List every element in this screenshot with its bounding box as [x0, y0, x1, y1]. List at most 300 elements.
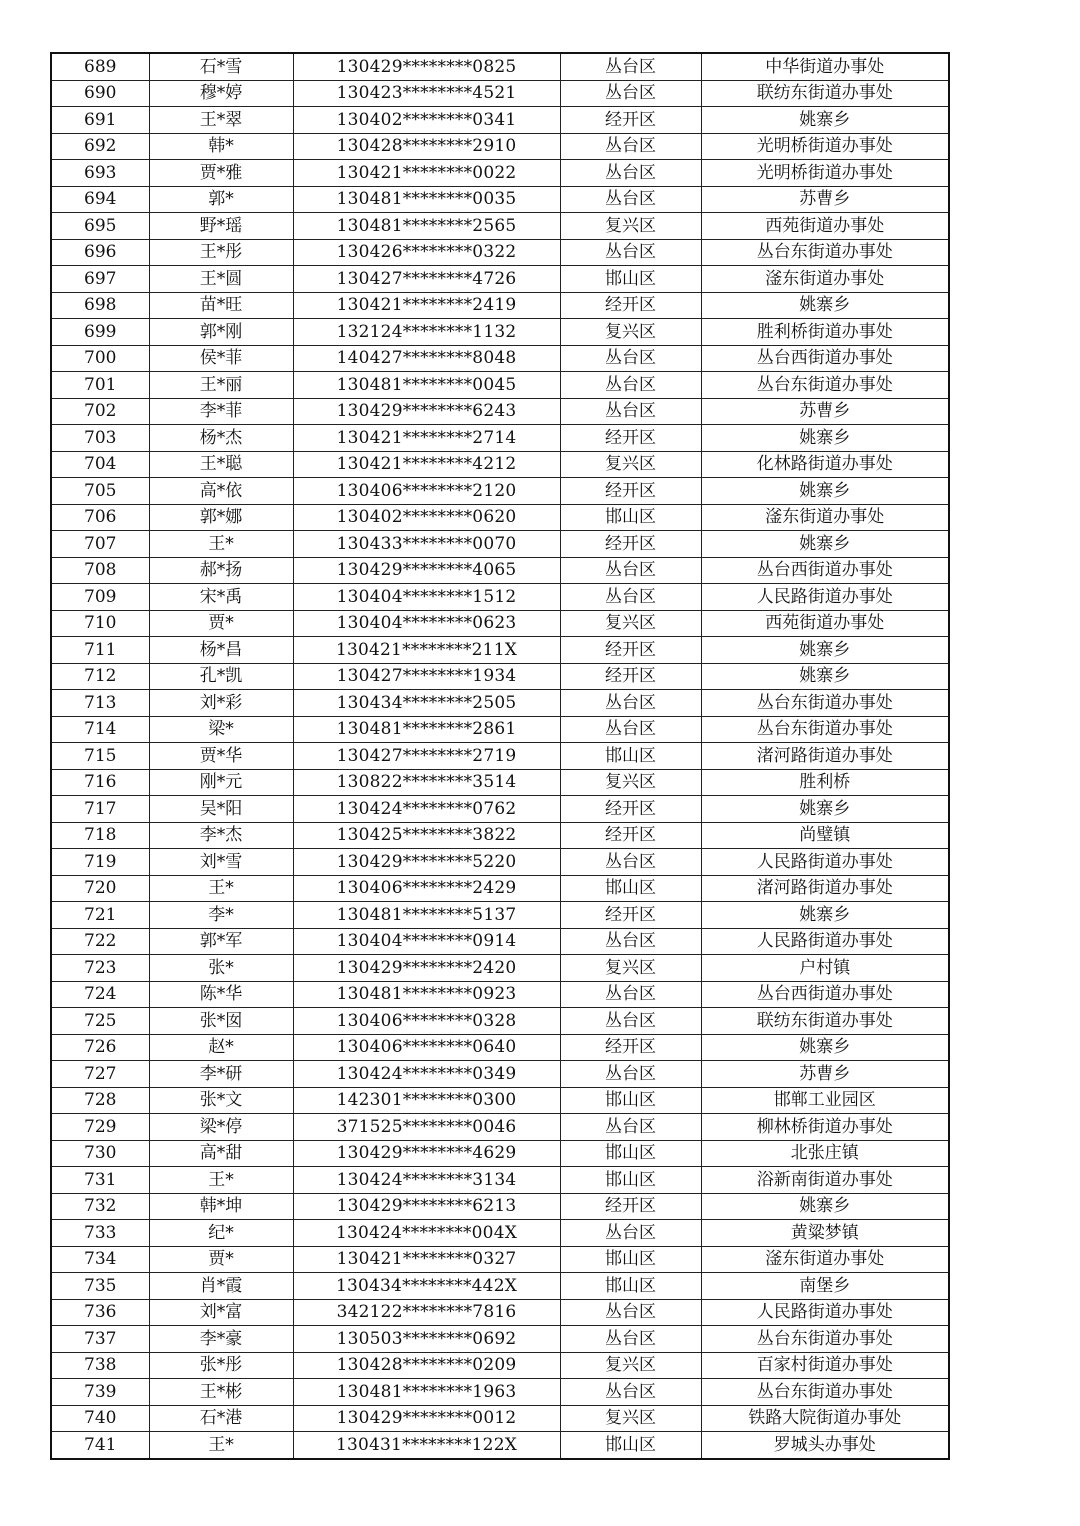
table-row [51, 716, 949, 743]
name-cell: 杨*昌 [149, 637, 293, 664]
office-cell: 丛台西街道办事处 [701, 557, 949, 584]
name-cell: 王*翠 [149, 107, 293, 134]
table-row [51, 1008, 949, 1035]
name-cell: 张* [149, 955, 293, 982]
id-number-cell: 130428********2910 [293, 133, 560, 160]
name-cell: 郭*军 [149, 928, 293, 955]
office-cell: 人民路街道办事处 [701, 1299, 949, 1326]
office-cell: 姚寨乡 [701, 478, 949, 505]
row-number-cell: 689 [51, 53, 149, 80]
name-cell: 侯*菲 [149, 345, 293, 372]
name-cell: 王* [149, 1167, 293, 1194]
row-number-cell: 738 [51, 1352, 149, 1379]
district-cell: 丛台区 [560, 80, 701, 107]
office-cell: 百家村街道办事处 [701, 1352, 949, 1379]
row-number-cell: 724 [51, 981, 149, 1008]
id-number-cell: 130406********2120 [293, 478, 560, 505]
district-cell: 丛台区 [560, 53, 701, 80]
name-cell: 梁*停 [149, 1114, 293, 1141]
id-number-cell: 130429********4629 [293, 1140, 560, 1167]
district-cell: 丛台区 [560, 133, 701, 160]
table-row [51, 1193, 949, 1220]
name-cell: 贾*华 [149, 743, 293, 770]
office-cell: 丛台西街道办事处 [701, 981, 949, 1008]
id-number-cell: 342122********7816 [293, 1299, 560, 1326]
district-cell: 复兴区 [560, 1352, 701, 1379]
roster-table [50, 52, 950, 1460]
office-cell: 化林路街道办事处 [701, 451, 949, 478]
district-cell: 经开区 [560, 796, 701, 823]
table-row [51, 1220, 949, 1247]
id-number-cell: 130406********0328 [293, 1008, 560, 1035]
row-number-cell: 723 [51, 955, 149, 982]
office-cell: 渚河路街道办事处 [701, 743, 949, 770]
table-row [51, 1061, 949, 1088]
table-row [51, 1167, 949, 1194]
district-cell: 复兴区 [560, 319, 701, 346]
row-number-cell: 726 [51, 1034, 149, 1061]
district-cell: 经开区 [560, 425, 701, 452]
id-number-cell: 130404********0914 [293, 928, 560, 955]
row-number-cell: 733 [51, 1220, 149, 1247]
name-cell: 王*丽 [149, 372, 293, 399]
district-cell: 丛台区 [560, 981, 701, 1008]
id-number-cell: 130481********0035 [293, 186, 560, 213]
table-row [51, 213, 949, 240]
id-number-cell: 130429********4065 [293, 557, 560, 584]
row-number-cell: 731 [51, 1167, 149, 1194]
office-cell: 胜利桥 [701, 769, 949, 796]
id-number-cell: 130434********2505 [293, 690, 560, 717]
table-row [51, 319, 949, 346]
district-cell: 丛台区 [560, 186, 701, 213]
row-number-cell: 706 [51, 504, 149, 531]
row-number-cell: 707 [51, 531, 149, 558]
district-cell: 经开区 [560, 1034, 701, 1061]
id-number-cell: 130423********4521 [293, 80, 560, 107]
row-number-cell: 702 [51, 398, 149, 425]
table-row [51, 425, 949, 452]
row-number-cell: 699 [51, 319, 149, 346]
district-cell: 邯山区 [560, 1087, 701, 1114]
id-number-cell: 130421********4212 [293, 451, 560, 478]
office-cell: 西苑街道办事处 [701, 610, 949, 637]
district-cell: 经开区 [560, 1193, 701, 1220]
id-number-cell: 130429********5220 [293, 849, 560, 876]
name-cell: 肖*霞 [149, 1273, 293, 1300]
table-row [51, 902, 949, 929]
office-cell: 尚璧镇 [701, 822, 949, 849]
id-number-cell: 130481********1963 [293, 1379, 560, 1406]
office-cell: 姚寨乡 [701, 107, 949, 134]
row-number-cell: 717 [51, 796, 149, 823]
district-cell: 复兴区 [560, 451, 701, 478]
table-row [51, 796, 949, 823]
id-number-cell: 130481********2861 [293, 716, 560, 743]
name-cell: 刘*雪 [149, 849, 293, 876]
name-cell: 李*研 [149, 1061, 293, 1088]
office-cell: 胜利桥街道办事处 [701, 319, 949, 346]
name-cell: 高*甜 [149, 1140, 293, 1167]
id-number-cell: 130425********3822 [293, 822, 560, 849]
row-number-cell: 709 [51, 584, 149, 611]
table-row [51, 478, 949, 505]
id-number-cell: 130402********0620 [293, 504, 560, 531]
office-cell: 丛台东街道办事处 [701, 716, 949, 743]
row-number-cell: 730 [51, 1140, 149, 1167]
name-cell: 宋*禹 [149, 584, 293, 611]
table-row [51, 637, 949, 664]
name-cell: 杨*杰 [149, 425, 293, 452]
name-cell: 韩* [149, 133, 293, 160]
table-row [51, 610, 949, 637]
row-number-cell: 705 [51, 478, 149, 505]
table-row [51, 107, 949, 134]
district-cell: 丛台区 [560, 1326, 701, 1353]
district-cell: 丛台区 [560, 1008, 701, 1035]
row-number-cell: 741 [51, 1432, 149, 1459]
id-number-cell: 130406********2429 [293, 875, 560, 902]
name-cell: 王*聪 [149, 451, 293, 478]
roster-sheet [50, 52, 948, 1460]
row-number-cell: 693 [51, 160, 149, 187]
table-row [51, 1273, 949, 1300]
district-cell: 经开区 [560, 478, 701, 505]
row-number-cell: 722 [51, 928, 149, 955]
table-row [51, 769, 949, 796]
id-number-cell: 130421********2419 [293, 292, 560, 319]
table-row [51, 875, 949, 902]
name-cell: 刘*彩 [149, 690, 293, 717]
id-number-cell: 130434********442X [293, 1273, 560, 1300]
id-number-cell: 130429********0825 [293, 53, 560, 80]
table-row [51, 53, 949, 80]
table-row [51, 1352, 949, 1379]
table-row [51, 584, 949, 611]
table-row [51, 292, 949, 319]
table-row [51, 1326, 949, 1353]
id-number-cell: 130421********0327 [293, 1246, 560, 1273]
table-row [51, 266, 949, 293]
office-cell: 光明桥街道办事处 [701, 133, 949, 160]
district-cell: 丛台区 [560, 345, 701, 372]
row-number-cell: 691 [51, 107, 149, 134]
office-cell: 丛台东街道办事处 [701, 239, 949, 266]
name-cell: 纪* [149, 1220, 293, 1247]
name-cell: 李*杰 [149, 822, 293, 849]
name-cell: 石*港 [149, 1405, 293, 1432]
id-number-cell: 130822********3514 [293, 769, 560, 796]
row-number-cell: 701 [51, 372, 149, 399]
office-cell: 西苑街道办事处 [701, 213, 949, 240]
id-number-cell: 130481********5137 [293, 902, 560, 929]
id-number-cell: 130428********0209 [293, 1352, 560, 1379]
id-number-cell: 130427********1934 [293, 663, 560, 690]
district-cell: 邯山区 [560, 1246, 701, 1273]
id-number-cell: 130404********1512 [293, 584, 560, 611]
table-row [51, 1432, 949, 1459]
row-number-cell: 690 [51, 80, 149, 107]
name-cell: 王*圆 [149, 266, 293, 293]
id-number-cell: 130433********0070 [293, 531, 560, 558]
table-row [51, 504, 949, 531]
office-cell: 丛台东街道办事处 [701, 690, 949, 717]
id-number-cell: 130421********0022 [293, 160, 560, 187]
name-cell: 王* [149, 531, 293, 558]
office-cell: 滏东街道办事处 [701, 266, 949, 293]
id-number-cell: 130431********122X [293, 1432, 560, 1459]
office-cell: 罗城头办事处 [701, 1432, 949, 1459]
table-row [51, 1299, 949, 1326]
district-cell: 丛台区 [560, 1299, 701, 1326]
row-number-cell: 695 [51, 213, 149, 240]
office-cell: 姚寨乡 [701, 1193, 949, 1220]
office-cell: 渚河路街道办事处 [701, 875, 949, 902]
district-cell: 邯山区 [560, 1140, 701, 1167]
id-number-cell: 140427********8048 [293, 345, 560, 372]
table-row [51, 743, 949, 770]
name-cell: 高*依 [149, 478, 293, 505]
office-cell: 苏曹乡 [701, 398, 949, 425]
district-cell: 丛台区 [560, 1220, 701, 1247]
district-cell: 丛台区 [560, 849, 701, 876]
table-row [51, 822, 949, 849]
id-number-cell: 130503********0692 [293, 1326, 560, 1353]
row-number-cell: 694 [51, 186, 149, 213]
name-cell: 吴*阳 [149, 796, 293, 823]
table-row [51, 160, 949, 187]
district-cell: 邯山区 [560, 743, 701, 770]
table-row [51, 372, 949, 399]
office-cell: 人民路街道办事处 [701, 849, 949, 876]
office-cell: 浴新南街道办事处 [701, 1167, 949, 1194]
district-cell: 丛台区 [560, 690, 701, 717]
district-cell: 丛台区 [560, 928, 701, 955]
district-cell: 复兴区 [560, 213, 701, 240]
id-number-cell: 130429********0012 [293, 1405, 560, 1432]
table-row [51, 345, 949, 372]
table-row [51, 1140, 949, 1167]
row-number-cell: 692 [51, 133, 149, 160]
table-row [51, 186, 949, 213]
row-number-cell: 704 [51, 451, 149, 478]
district-cell: 复兴区 [560, 769, 701, 796]
row-number-cell: 713 [51, 690, 149, 717]
table-row [51, 1405, 949, 1432]
name-cell: 苗*旺 [149, 292, 293, 319]
row-number-cell: 729 [51, 1114, 149, 1141]
name-cell: 穆*婷 [149, 80, 293, 107]
row-number-cell: 728 [51, 1087, 149, 1114]
id-number-cell: 130421********2714 [293, 425, 560, 452]
row-number-cell: 718 [51, 822, 149, 849]
table-row [51, 1114, 949, 1141]
id-number-cell: 130427********4726 [293, 266, 560, 293]
office-cell: 姚寨乡 [701, 637, 949, 664]
id-number-cell: 142301********0300 [293, 1087, 560, 1114]
name-cell: 王* [149, 875, 293, 902]
id-number-cell: 130402********0341 [293, 107, 560, 134]
row-number-cell: 700 [51, 345, 149, 372]
office-cell: 北张庄镇 [701, 1140, 949, 1167]
table-row [51, 1246, 949, 1273]
name-cell: 刘*富 [149, 1299, 293, 1326]
table-row [51, 1087, 949, 1114]
id-number-cell: 130406********0640 [293, 1034, 560, 1061]
name-cell: 赵* [149, 1034, 293, 1061]
name-cell: 贾* [149, 610, 293, 637]
id-number-cell: 130424********0762 [293, 796, 560, 823]
office-cell: 联纺东街道办事处 [701, 80, 949, 107]
district-cell: 丛台区 [560, 1061, 701, 1088]
district-cell: 丛台区 [560, 584, 701, 611]
table-row [51, 133, 949, 160]
office-cell: 姚寨乡 [701, 425, 949, 452]
district-cell: 复兴区 [560, 610, 701, 637]
district-cell: 邯山区 [560, 1273, 701, 1300]
office-cell: 姚寨乡 [701, 1034, 949, 1061]
row-number-cell: 720 [51, 875, 149, 902]
office-cell: 黄粱梦镇 [701, 1220, 949, 1247]
office-cell: 柳林桥街道办事处 [701, 1114, 949, 1141]
id-number-cell: 132124********1132 [293, 319, 560, 346]
table-row [51, 398, 949, 425]
district-cell: 经开区 [560, 531, 701, 558]
office-cell: 人民路街道办事处 [701, 928, 949, 955]
district-cell: 经开区 [560, 107, 701, 134]
row-number-cell: 735 [51, 1273, 149, 1300]
district-cell: 邯山区 [560, 875, 701, 902]
row-number-cell: 716 [51, 769, 149, 796]
row-number-cell: 737 [51, 1326, 149, 1353]
id-number-cell: 130429********2420 [293, 955, 560, 982]
office-cell: 丛台西街道办事处 [701, 345, 949, 372]
district-cell: 邯山区 [560, 1432, 701, 1459]
district-cell: 丛台区 [560, 557, 701, 584]
office-cell: 户村镇 [701, 955, 949, 982]
office-cell: 丛台东街道办事处 [701, 1326, 949, 1353]
row-number-cell: 725 [51, 1008, 149, 1035]
table-row [51, 928, 949, 955]
office-cell: 苏曹乡 [701, 1061, 949, 1088]
office-cell: 中华街道办事处 [701, 53, 949, 80]
name-cell: 张*文 [149, 1087, 293, 1114]
district-cell: 丛台区 [560, 372, 701, 399]
district-cell: 经开区 [560, 637, 701, 664]
office-cell: 苏曹乡 [701, 186, 949, 213]
name-cell: 野*瑶 [149, 213, 293, 240]
name-cell: 李*菲 [149, 398, 293, 425]
name-cell: 郭*娜 [149, 504, 293, 531]
name-cell: 王* [149, 1432, 293, 1459]
office-cell: 丛台东街道办事处 [701, 372, 949, 399]
district-cell: 邯山区 [560, 504, 701, 531]
name-cell: 贾*雅 [149, 160, 293, 187]
row-number-cell: 698 [51, 292, 149, 319]
row-number-cell: 732 [51, 1193, 149, 1220]
name-cell: 张*彤 [149, 1352, 293, 1379]
office-cell: 姚寨乡 [701, 292, 949, 319]
id-number-cell: 130481********2565 [293, 213, 560, 240]
name-cell: 李* [149, 902, 293, 929]
district-cell: 复兴区 [560, 955, 701, 982]
name-cell: 刚*元 [149, 769, 293, 796]
name-cell: 郭*刚 [149, 319, 293, 346]
row-number-cell: 734 [51, 1246, 149, 1273]
row-number-cell: 711 [51, 637, 149, 664]
row-number-cell: 714 [51, 716, 149, 743]
id-number-cell: 130404********0623 [293, 610, 560, 637]
name-cell: 张*囡 [149, 1008, 293, 1035]
id-number-cell: 130429********6243 [293, 398, 560, 425]
table-row [51, 451, 949, 478]
table-row [51, 981, 949, 1008]
row-number-cell: 736 [51, 1299, 149, 1326]
district-cell: 丛台区 [560, 716, 701, 743]
id-number-cell: 130424********0349 [293, 1061, 560, 1088]
office-cell: 姚寨乡 [701, 663, 949, 690]
name-cell: 郭* [149, 186, 293, 213]
table-row [51, 239, 949, 266]
id-number-cell: 130481********0923 [293, 981, 560, 1008]
name-cell: 贾* [149, 1246, 293, 1273]
office-cell: 滏东街道办事处 [701, 504, 949, 531]
id-number-cell: 130426********0322 [293, 239, 560, 266]
district-cell: 经开区 [560, 292, 701, 319]
row-number-cell: 697 [51, 266, 149, 293]
row-number-cell: 696 [51, 239, 149, 266]
name-cell: 陈*华 [149, 981, 293, 1008]
table-row [51, 849, 949, 876]
row-number-cell: 710 [51, 610, 149, 637]
table-row [51, 531, 949, 558]
district-cell: 经开区 [560, 902, 701, 929]
district-cell: 丛台区 [560, 1379, 701, 1406]
table-row [51, 1379, 949, 1406]
row-number-cell: 740 [51, 1405, 149, 1432]
row-number-cell: 715 [51, 743, 149, 770]
office-cell: 铁路大院街道办事处 [701, 1405, 949, 1432]
name-cell: 梁* [149, 716, 293, 743]
row-number-cell: 719 [51, 849, 149, 876]
id-number-cell: 130429********6213 [293, 1193, 560, 1220]
table-row [51, 663, 949, 690]
district-cell: 丛台区 [560, 398, 701, 425]
roster-table-body [51, 53, 949, 1459]
row-number-cell: 727 [51, 1061, 149, 1088]
office-cell: 联纺东街道办事处 [701, 1008, 949, 1035]
row-number-cell: 739 [51, 1379, 149, 1406]
district-cell: 复兴区 [560, 1405, 701, 1432]
row-number-cell: 703 [51, 425, 149, 452]
office-cell: 姚寨乡 [701, 531, 949, 558]
district-cell: 邯山区 [560, 266, 701, 293]
id-number-cell: 130421********211X [293, 637, 560, 664]
table-row [51, 690, 949, 717]
name-cell: 韩*坤 [149, 1193, 293, 1220]
id-number-cell: 130424********3134 [293, 1167, 560, 1194]
table-row [51, 955, 949, 982]
office-cell: 南堡乡 [701, 1273, 949, 1300]
name-cell: 孔*凯 [149, 663, 293, 690]
office-cell: 滏东街道办事处 [701, 1246, 949, 1273]
name-cell: 王*彬 [149, 1379, 293, 1406]
table-row [51, 80, 949, 107]
office-cell: 人民路街道办事处 [701, 584, 949, 611]
id-number-cell: 371525********0046 [293, 1114, 560, 1141]
row-number-cell: 708 [51, 557, 149, 584]
name-cell: 石*雪 [149, 53, 293, 80]
